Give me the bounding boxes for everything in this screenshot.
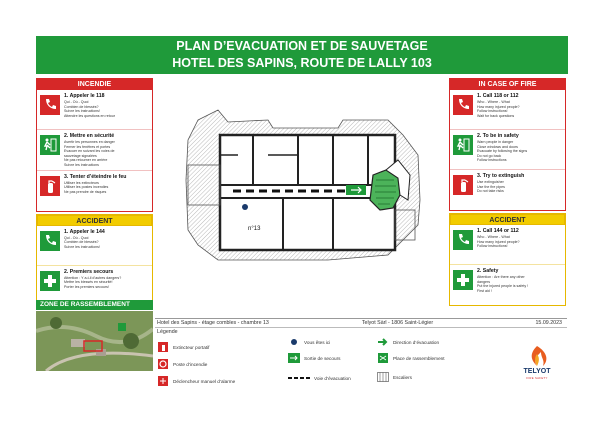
legend-label: Extincteur portatif: [173, 344, 210, 350]
step-line: Evacuer en suivant les voies de: [64, 149, 115, 154]
phone-icon: [453, 230, 473, 250]
step-line: Qui - Où - Quoi: [64, 100, 89, 104]
step-line: Who - Where - What: [477, 235, 510, 239]
step-line: Fermer les fenêtres et portes: [64, 144, 111, 149]
extinguisher-icon: [157, 342, 169, 352]
accident-panel-en: [449, 213, 566, 306]
step-line: Suivre les instructions!: [64, 109, 100, 114]
legend-label: Sortie de secours: [304, 355, 341, 361]
extinguisher-icon: [40, 176, 60, 196]
emergency-exit-icon: [40, 135, 60, 155]
step-line: dangers: [477, 279, 490, 284]
fire-step-2-en: [450, 130, 565, 170]
you-are-here-icon: [288, 337, 300, 347]
legend-alarm: [157, 376, 235, 386]
step-line: Follow instructions: [477, 158, 507, 163]
legend-label: Direction d’évacuation: [393, 339, 440, 345]
phone-icon: [40, 231, 60, 251]
step-title: 1. Call 118 or 112: [477, 93, 519, 99]
step-title: 2. To be in safety: [477, 133, 519, 139]
assembly-zone-map: [36, 311, 153, 371]
title-line-2: HOTEL DES SAPINS, ROUTE DE LALLY 103: [172, 56, 432, 70]
logo-tagline: FIRE SAFETY: [526, 376, 548, 380]
evacuation-route-icon: [288, 373, 310, 383]
step-title: 2. Premiers secours: [64, 268, 114, 275]
step-line: Ne pas retourner en arrière: [64, 158, 108, 163]
legend-exit: [288, 353, 340, 363]
step-title: 2. Safety: [477, 268, 499, 274]
fire-panel-en: [449, 78, 566, 211]
step-line: How many injured people?: [477, 239, 520, 244]
legend-label: Poste d’incendie: [173, 361, 208, 367]
legend-label: Voie d’évacuation: [314, 375, 351, 381]
legend-route: [288, 373, 351, 383]
title-line-1: PLAN D’EVACUATION ET DE SAUVETAGE: [176, 39, 428, 53]
step-line: Avertir les personnes en danger: [64, 140, 115, 144]
fire-step-3-fr: [37, 171, 152, 211]
emergency-exit-icon: [453, 135, 473, 155]
info-row: [155, 319, 567, 328]
step-line: Follow instructions!: [477, 244, 508, 249]
legend-hose: [157, 359, 207, 369]
legend-label: Place de rassemblement: [393, 355, 445, 361]
accident-panel-fr: [36, 214, 153, 307]
step-line: Who - Where - What: [477, 100, 510, 104]
step-title: 1. Appeler le 118: [64, 93, 105, 99]
step-line: Use the fire pipes: [477, 184, 505, 189]
direction-arrow-icon: [377, 337, 389, 347]
step-line: Mettre les blessés en sécurité!: [64, 280, 113, 285]
step-line: Attention : Are there any other: [477, 275, 525, 279]
you-are-here-marker: [242, 204, 248, 210]
step-line: sauvetage signalées: [64, 153, 97, 158]
legend-stairs: [377, 372, 412, 382]
phone-icon: [453, 95, 473, 115]
location-text: Hotel des Sapins - étage combles - chambre 13: [157, 320, 269, 326]
step-line: Porter les premiers secours!: [64, 284, 109, 289]
legend-assembly: [377, 353, 445, 363]
floor-plan: [158, 80, 444, 290]
legend-label: Vous êtes ici: [304, 339, 331, 345]
step-line: Combien de blessés?: [64, 104, 99, 109]
extinguisher-icon: [453, 175, 473, 195]
step-line: Use extinguisher: [477, 180, 504, 184]
room-label: n°13: [248, 226, 261, 232]
step-line: Utiliser les postes incendies: [64, 185, 109, 190]
step-line: Close windows and doors: [477, 144, 518, 149]
stairs-icon: [377, 372, 389, 382]
accident-header-en: ACCIDENT: [450, 214, 565, 225]
step-line: Warn people in danger: [477, 140, 514, 144]
step-line: Wait for back questions: [477, 113, 515, 118]
step-line: First aid !: [477, 288, 492, 293]
fire-hose-icon: [157, 359, 169, 369]
step-line: Suivre les instructions: [64, 162, 99, 167]
step-title: 2. Mettre en sécurité: [64, 133, 115, 139]
assembly-zone-header: ZONE DE RASSEMBLEMENT: [36, 300, 153, 310]
accident-step-1-en: [450, 225, 565, 265]
company-text: Telyot Sàrl - 1806 Saint-Légier: [361, 320, 434, 326]
fire-step-3-en: [450, 170, 565, 210]
legend-panel: [155, 318, 567, 386]
step-line: Follow instructions!: [477, 109, 508, 114]
step-line: How many injured people?: [477, 104, 520, 109]
step-line: Attention : Y a-t-il d’autres dangers?: [64, 275, 122, 280]
legend-title: Légende: [157, 329, 178, 335]
company-logo: [507, 344, 567, 384]
logo-name: TELYOT: [523, 368, 551, 375]
accident-step-1-fr: [37, 226, 152, 266]
fire-header-en: IN CASE OF FIRE: [450, 79, 565, 90]
title-banner: [36, 36, 568, 74]
step-title: 3. Try to extinguish: [477, 173, 525, 179]
fire-step-1-fr: [37, 90, 152, 130]
step-line: Utiliser les extincteurs: [64, 180, 99, 185]
fire-step-1-en: [450, 90, 565, 130]
assembly-point-icon: [377, 353, 389, 363]
date-text: 15.09.2023: [535, 320, 562, 326]
legend-you-are-here: [288, 337, 330, 347]
step-line: Attendre les questions en retour: [64, 113, 115, 118]
step-line: Evacuate by following the signs: [477, 149, 528, 154]
step-line: Suivre les instructions!: [64, 244, 100, 249]
logo-flame-icon: [507, 344, 567, 370]
first-aid-icon: [40, 271, 60, 291]
legend-label: Déclencheur manuel d’alarme: [173, 378, 236, 384]
fire-panel-fr: [36, 78, 153, 212]
right-column: [449, 78, 566, 306]
step-line: Combien de blessés?: [64, 240, 99, 245]
step-line: Qui - Où - Quoi: [64, 235, 89, 240]
accident-header-fr: ACCIDENT: [37, 215, 152, 226]
step-line: Ne pas prendre de risques: [64, 189, 107, 194]
phone-icon: [40, 95, 60, 115]
fire-header-fr: INCENDIE: [37, 79, 152, 90]
legend-label: Escaliers: [393, 374, 413, 380]
fire-step-2-fr: [37, 130, 152, 171]
left-column: [36, 78, 153, 307]
step-title: 3. Tenter d’éteindre le feu: [64, 173, 127, 180]
alarm-icon: [157, 376, 169, 386]
exit-sign-icon: [288, 353, 300, 363]
step-line: Put the injured people is safety !: [477, 284, 529, 289]
step-title: 1. Appeler le 144: [64, 228, 105, 235]
step-title: 1. Call 144 or 112: [477, 228, 519, 234]
legend-extinguisher: [157, 342, 209, 352]
step-line: Do not go back: [477, 153, 502, 158]
step-line: Do not take risks: [477, 189, 504, 194]
first-aid-icon: [453, 270, 473, 290]
accident-step-2-en: [450, 265, 565, 305]
legend-direction: [377, 337, 439, 347]
